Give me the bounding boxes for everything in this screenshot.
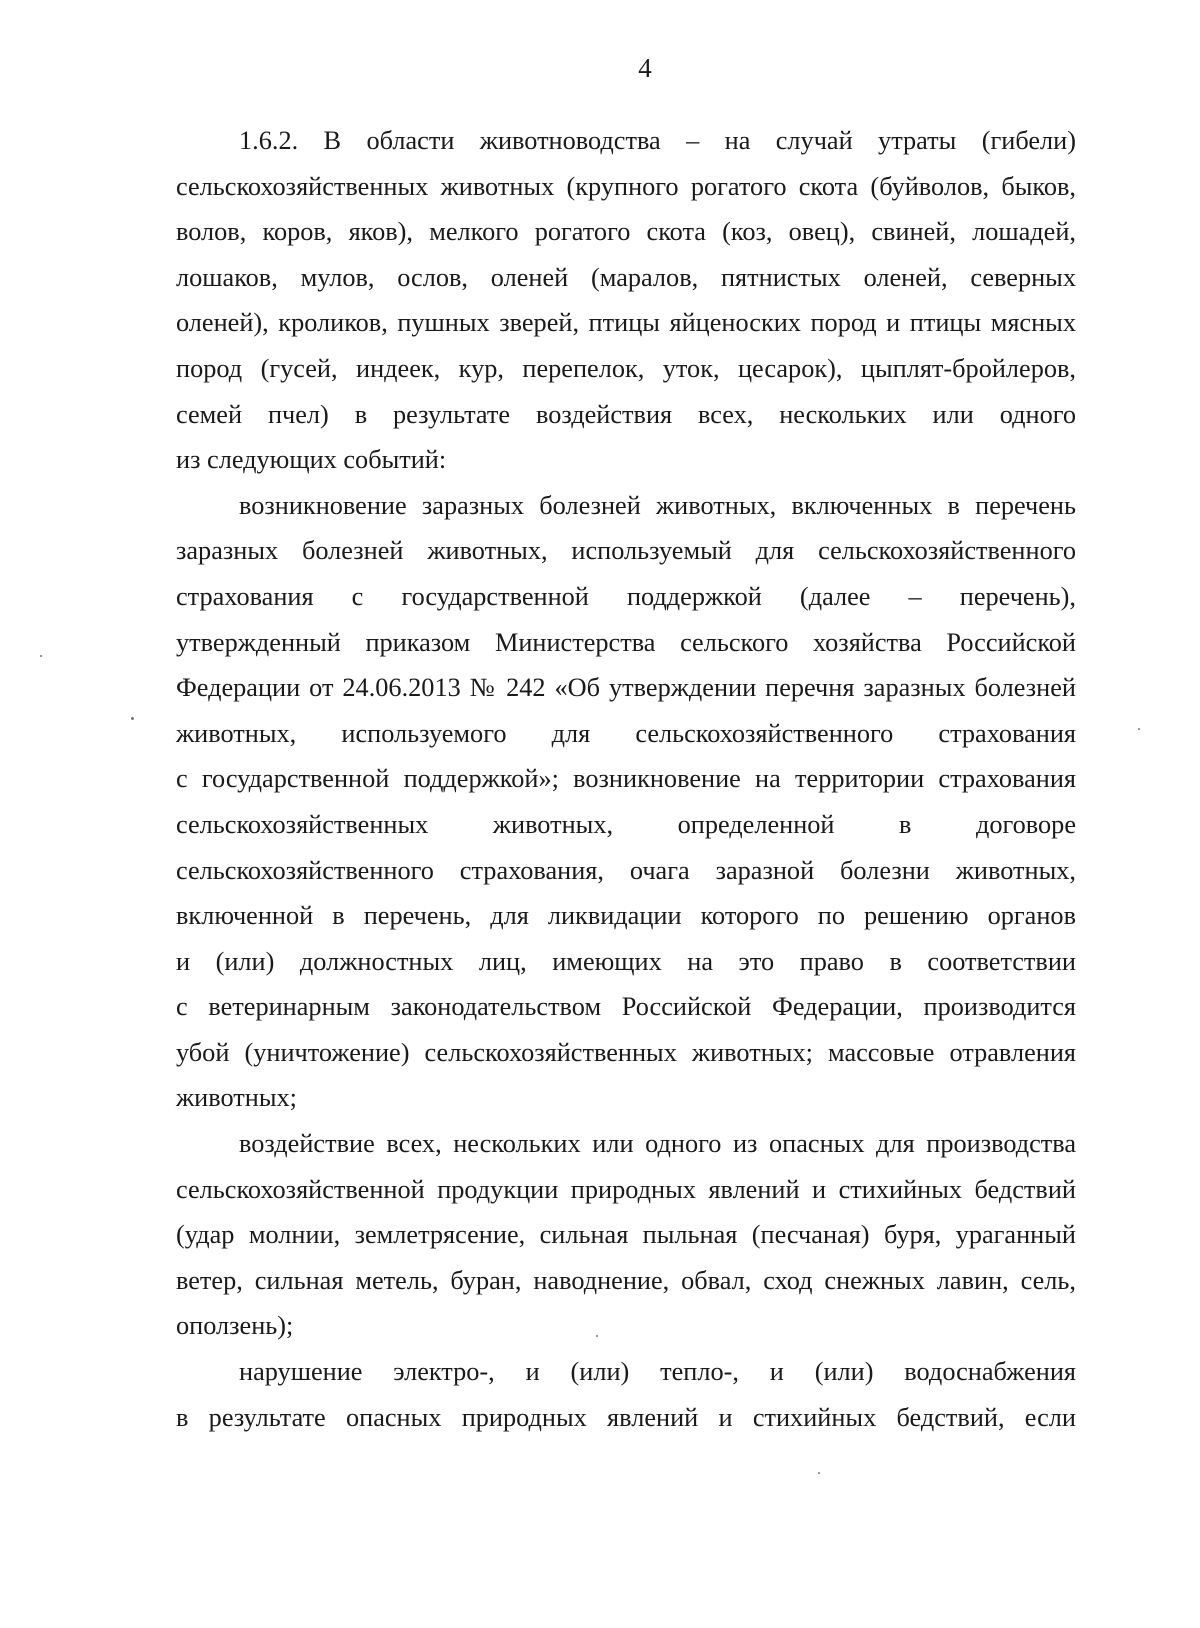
text-line: в результате опасных природных явлений и стихийных бедствий, если [176,1402,1076,1432]
text-line: нарушение электро-, и (или) тепло-, и (или) водоснабжения [239,1357,1076,1387]
text-line: страхования с государственной поддержкой (далее – перечень), [176,581,1076,611]
text-line: сельскохозяйственного страхования, очага заразной болезни животных, [176,855,1076,885]
document-body [176,118,1076,1440]
scan-speck [818,1472,820,1474]
scan-speck [596,1335,598,1337]
text-line: включенной в перечень, для ликвидации которого по решению органов [176,901,1076,931]
text-line: с государственной поддержкой»; возникновение на территории страхования [176,764,1076,794]
text-line: утвержденный приказом Министерства сельского хозяйства Российской [176,627,1076,657]
text-line: оленей), кроликов, пушных зверей, птицы яйценоских пород и птицы мясных [176,308,1076,338]
text-line: животных, используемого для сельскохозяйственного страхования [176,718,1076,748]
text-line: сельскохозяйственных животных (крупного рогатого скота (буйволов, быков, [176,171,1076,201]
text-line: заразных болезней животных, используемый для сельскохозяйственного [176,536,1076,566]
paragraph-infectious-diseases [176,483,1076,1121]
paragraph-clause-1-6-2 [176,118,1076,483]
text-line: волов, коров, яков), мелкого рогатого скота (коз, овец), свиней, лошадей, [176,217,1076,247]
text-line: оползень); [176,1311,294,1341]
text-line: возникновение заразных болезней животных, включенных в перечень [239,490,1076,520]
text-line: из следующих событий: [176,445,447,475]
text-line: убой (уничтожение) сельскохозяйственных животных; массовые отравления [176,1037,1076,1067]
page-number: 4 [638,53,652,83]
scan-speck [131,717,134,720]
text-line: пород (гусей, индеек, кур, перепелок, уток, цесарок), цыплят-бройлеров, [176,353,1076,383]
text-line: воздействие всех, нескольких или одного из опасных для производства [239,1129,1076,1159]
paragraph-natural-disasters [176,1121,1076,1349]
paragraph-utility-disruption [176,1349,1076,1440]
text-line: 1.6.2. В области животноводства – на случай утраты (гибели) [239,126,1076,155]
scan-speck [1138,728,1140,730]
text-line: Федерации от 24.06.2013 № 242 «Об утверждении перечня заразных болезней [176,673,1076,703]
text-line: животных; [176,1083,297,1113]
text-line: сельскохозяйственных животных, определенной в договоре [176,809,1076,839]
text-line: семей пчел) в результате воздействия всех, нескольких или одного [176,399,1076,429]
text-line: с ветеринарным законодательством Российской Федерации, производится [176,992,1076,1022]
text-line: (удар молнии, землетрясение, сильная пыльная (песчаная) буря, ураганный [176,1220,1076,1250]
text-line: ветер, сильная метель, буран, наводнение, обвал, сход снежных лавин, сель, [176,1265,1076,1295]
text-line: лошаков, мулов, ослов, оленей (маралов, пятнистых оленей, северных [176,262,1076,292]
text-line: сельскохозяйственной продукции природных явлений и стихийных бедствий [176,1174,1076,1204]
scan-speck [40,655,42,657]
text-line: и (или) должностных лиц, имеющих на это право в соответствии [176,946,1076,976]
